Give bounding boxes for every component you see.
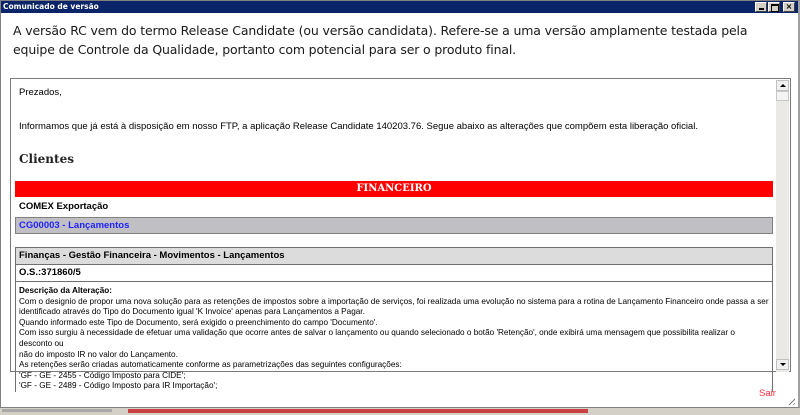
change-entry-table: [15, 247, 773, 392]
scrollbar-thumb[interactable]: [776, 91, 789, 101]
maximize-button[interactable]: [768, 2, 780, 12]
description-line: não do imposto IR no valor do Lançamento.: [19, 349, 178, 359]
resize-grip-icon[interactable]: [786, 396, 795, 405]
window-title: Comunicado de versão: [3, 2, 99, 11]
scroll-down-arrow-icon[interactable]: [776, 359, 789, 370]
service-order-number: O.S.:371860/5: [16, 265, 772, 282]
section-heading-clientes: Clientes: [19, 152, 74, 166]
description-line: 'GF - GE - 2455 - Código Imposto para CIDE';: [19, 370, 186, 380]
description-line: Com o designio de propor uma nova solução para as retenções de impostos sobre a importação de serviços, foi realizada uma evolução no sistema para a rotina de Lançamento Financeiro onde passa a ser: [19, 296, 769, 306]
release-info-text: Informamos que já está à disposição em nosso FTP, a aplicação Release Candidate 140203.76. Segue abaixo as alterações que compõem esta liberação oficial.: [19, 121, 698, 132]
release-notes-content: [11, 79, 776, 391]
description-line: Com isso surgiu à necessidade de efetuar uma validação que ocorre antes de salvar o lançamento ou quando selecionado o botão 'Retenção', onde exibirá uma mensagem que possibilita realizar o desconto ou: [19, 328, 735, 348]
background-element: [128, 409, 588, 413]
background-element: [2, 409, 112, 412]
subsection-comex-exportacao: COMEX Exportação: [19, 201, 109, 212]
description-line: 'GF - GE - 2489 - Código Imposto para IR Importação';: [19, 381, 218, 391]
vertical-scrollbar[interactable]: [776, 80, 789, 372]
exit-button[interactable]: Sair: [759, 388, 776, 399]
description-line: identificado através do Tipo do Documento igual 'K Invoice' apenas para Lançamentos a Pagar.: [19, 307, 365, 317]
change-menu-path: Finanças - Gestão Financeira - Movimentos - Lançamentos: [16, 248, 772, 265]
change-description: [16, 282, 772, 392]
description-line: Quando informado este Tipo de Documento, será exigido o preenchimento do campo 'Documento'.: [19, 317, 378, 327]
background-window-edge: [0, 408, 800, 415]
close-button[interactable]: ×: [783, 2, 795, 12]
release-notes-panel: [10, 78, 791, 391]
rc-explanation-text: A versão RC vem do termo Release Candidate (ou versão candidata). Refere-se a uma versão amplamente testada pela equipe de Controle da Qualidade, portanto com potencial para ser o produto final.: [13, 23, 748, 57]
window-controls: [755, 2, 795, 12]
description-line: As retenções serão criadas automaticamente conforme as parametrizações das seguintes configurações:: [19, 360, 402, 370]
greeting-text: Prezados,: [19, 87, 62, 98]
scroll-up-arrow-icon[interactable]: [776, 80, 789, 91]
title-bar[interactable]: [1, 1, 798, 13]
program-link-cg00003[interactable]: CG00003 - Lançamentos: [15, 217, 773, 234]
minimize-button[interactable]: [755, 2, 767, 12]
module-header-financeiro: FINANCEIRO: [15, 181, 773, 197]
description-label: Descrição da Alteração:: [19, 286, 112, 295]
